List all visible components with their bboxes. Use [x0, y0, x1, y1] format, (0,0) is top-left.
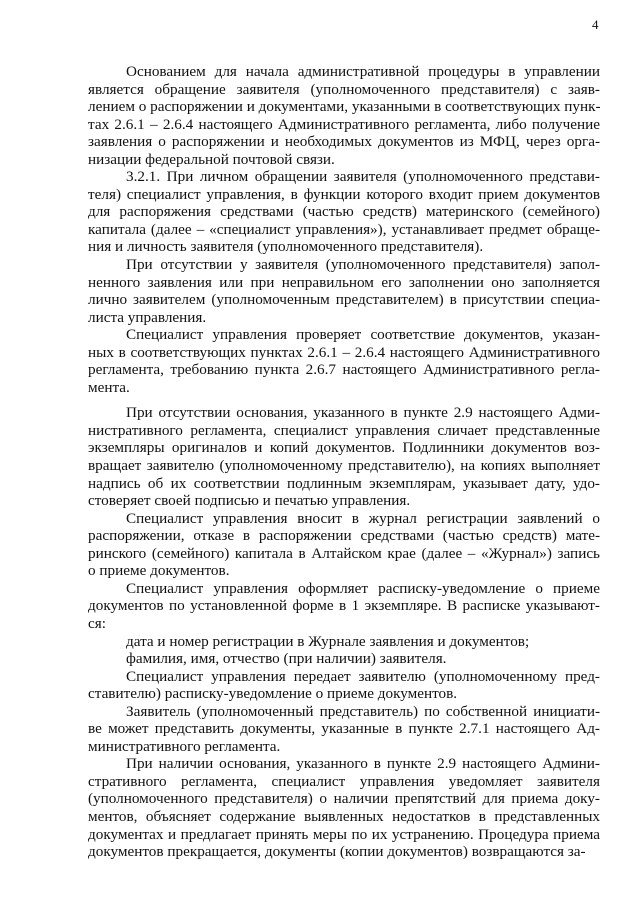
paragraph: [88, 703, 600, 756]
text-line: ринского (семейного) капитала в Алтайском крае (далее – «Журнал») запись: [88, 544, 600, 562]
text-line: надпись об их соответствии подлинным экземплярам, указывает дату, удо-: [88, 474, 600, 492]
text-line: тах 2.6.1 – 2.6.4 настоящего Административного регламента, либо получение: [88, 115, 600, 133]
text-line: для распоряжения средствами (частью средств) материнского (семейного): [88, 203, 600, 221]
paragraph: [88, 326, 600, 396]
text-line: лично заявителем (уполномоченным представителем) в присутствии специа-: [88, 291, 600, 309]
document-body: [88, 63, 600, 861]
text-line: При отсутствии у заявителя (уполномоченного представителя) запол-: [126, 256, 600, 274]
text-line: регламента, требованию пункта 2.6.7 настоящего Административного регла-: [88, 361, 600, 379]
text-line: ставителю) расписку-уведомление о приеме документов.: [88, 685, 458, 703]
text-line: Специалист управления оформляет расписку-уведомление о приеме: [126, 579, 600, 597]
text-line: низации федеральной почтовой связи.: [88, 150, 335, 168]
paragraph: [88, 633, 600, 651]
text-line: документов по установленной форме в 1 экземпляре. В расписке указывают-: [88, 597, 600, 615]
text-line: нистративного регламента, специалист управления сличает представленные: [88, 421, 600, 439]
text-line: Специалист управления передает заявителю (уполномоченному пред-: [126, 667, 600, 685]
text-line: ве может представить документы, указанные в пункте 2.7.1 настоящего Ад-: [88, 720, 600, 738]
paragraph: [88, 668, 600, 703]
text-line: Основанием для начала административной процедуры в управлении: [126, 63, 600, 80]
text-line: ных в соответствующих пунктах 2.6.1 – 2.6.4 настоящего Административного: [88, 343, 600, 361]
text-line: является обращение заявителя (уполномоченного представителя) с заяв-: [88, 80, 600, 98]
text-line: дата и номер регистрации в Журнале заявления и документов;: [126, 632, 530, 650]
text-line: теля) специалист управления, в функции которого входит прием документов: [88, 185, 600, 203]
text-line: Специалист управления проверяет соответствие документов, указан-: [126, 326, 600, 344]
text-line: мента.: [88, 378, 130, 396]
text-line: о приеме документов.: [88, 562, 230, 580]
paragraph: [88, 168, 600, 256]
text-line: Специалист управления вносит в журнал регистрации заявлений о: [126, 509, 600, 527]
text-line: стоверяет своей подписью и печатью управления.: [88, 492, 411, 510]
text-line: документах и предлагает принять меры по их устранению. Процедура приема: [88, 825, 600, 843]
text-line: капитала (далее – «специалист управления»), устанавливает предмет обраще-: [88, 220, 600, 238]
paragraph-gap: [88, 396, 600, 404]
text-line: вращает заявителю (уполномоченному представителю), на копиях выполняет: [88, 457, 600, 475]
text-line: ненного заявления или при неправильном его заполнении оно заполняется: [88, 273, 600, 291]
text-line: документов прекращается, документы (копии документов) возвращаются за-: [88, 843, 586, 861]
paragraph: [88, 580, 600, 633]
text-line: стративного регламента, специалист управления уведомляет заявителя: [88, 772, 600, 790]
text-line: экземпляры оригиналов и копий документов. Подлинники документов воз-: [88, 439, 600, 457]
text-line: лением о распоряжении и документами, указанными в соответствующих пунк-: [88, 98, 601, 116]
text-line: министративного регламента.: [88, 737, 281, 755]
page-number: 4: [592, 17, 599, 32]
paragraph: [88, 510, 600, 580]
text-line: ся:: [88, 614, 106, 632]
text-line: Заявитель (уполномоченный представитель) по собственной инициати-: [126, 702, 600, 720]
text-line: распоряжении, отказе в распоряжении средствами (частью средств) мате-: [88, 527, 600, 545]
text-line: листа управления.: [88, 308, 207, 326]
paragraph: [88, 404, 600, 509]
text-line: При наличии основания, указанного в пункте 2.9 настоящего Админи-: [126, 755, 600, 773]
paragraph: [88, 63, 600, 168]
text-line: ментов, объясняет содержание выявленных недостатков в представленных: [88, 807, 600, 825]
paragraph: [88, 650, 600, 668]
text-line: заявления о распоряжении и необходимых документов из МФЦ, через орга-: [88, 133, 600, 151]
text-line: (уполномоченного представителя) о наличии препятствий для приема доку-: [88, 790, 600, 808]
text-line: 3.2.1. При личном обращении заявителя (уполномоченного представи-: [126, 168, 600, 186]
text-line: фамилия, имя, отчество (при наличии) заявителя.: [126, 650, 447, 668]
text-line: ния и личность заявителя (уполномоченного представителя).: [88, 238, 484, 256]
paragraph: [88, 755, 600, 860]
paragraph: [88, 256, 600, 326]
text-line: При отсутствии основания, указанного в пункте 2.9 настоящего Адми-: [126, 404, 600, 422]
